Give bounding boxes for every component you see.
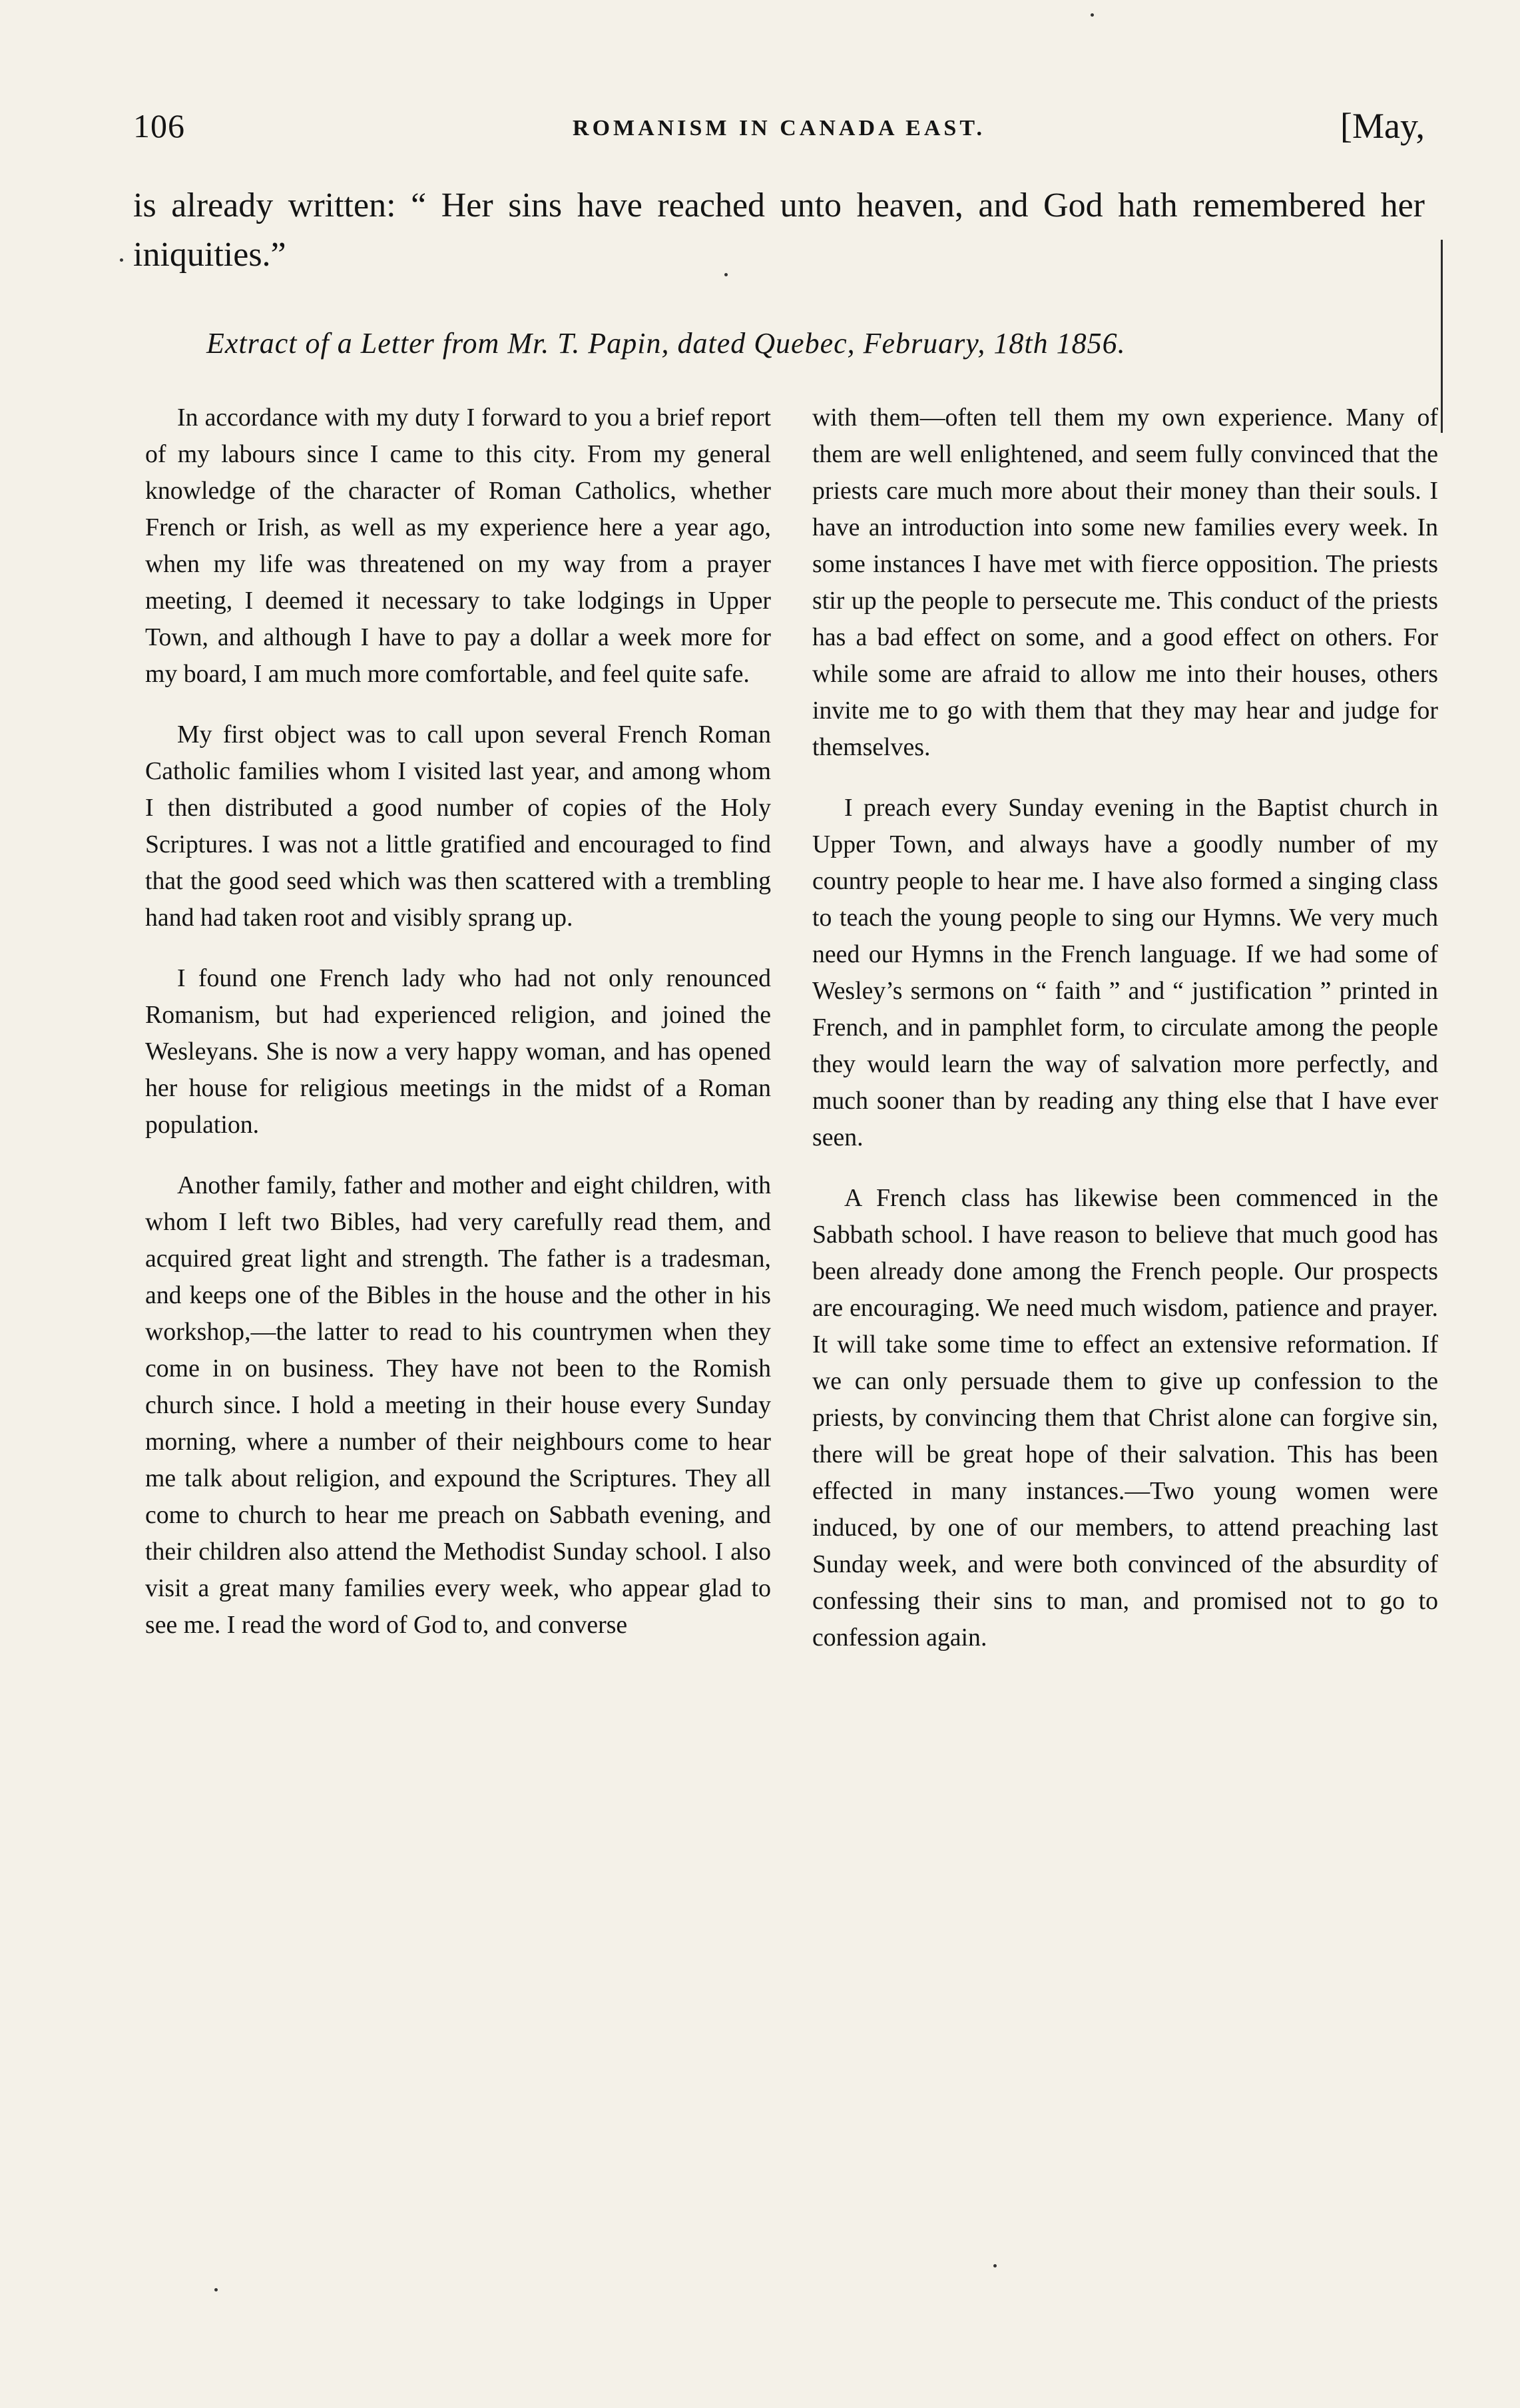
extract-heading: Extract of a Letter from Mr. T. Papin, dated Quebec, February, 18th 1856. bbox=[206, 327, 1126, 360]
page-number: 106 bbox=[133, 107, 185, 145]
running-date: [May, bbox=[1340, 106, 1425, 146]
page-header bbox=[133, 107, 1425, 160]
intro-quotation: is already written: “ Her sins have reached unto heaven, and God hath remembered her iniquities.” bbox=[133, 186, 1425, 274]
print-speck bbox=[214, 2288, 218, 2291]
paragraph: My first object was to call upon several French Roman Catholic families whom I visited last year, and among whom I then distributed a good number of copies of the Holy Scriptures. I was not a little gratified and encouraged to find that the good seed which was then scattered with a trembling hand had taken root and visibly sprang up. bbox=[145, 721, 771, 932]
left-column bbox=[145, 400, 771, 1667]
paragraph: Another family, father and mother and eight children, with whom I left two Bibles, had very carefully read them, and acquired great light and strength. The father is a tradesman, and keeps one of the Bibles in the house and the other in his workshop,—the latter to read to his countrymen when they come in on business. They have not been to the Romish church since. I hold a meeting in their house every Sunday morning, where a number of their neighbours come to hear me talk about religion, and expound the Scriptures. They all come to church to hear me preach on Sabbath evening, and their children also attend the Methodist Sunday school. I also visit a great many families every week, who appear glad to see me. I read the word of God to, and converse bbox=[145, 1171, 771, 1639]
print-speck bbox=[724, 273, 728, 276]
running-title: ROMANISM IN CANADA EAST. bbox=[573, 116, 985, 141]
print-speck bbox=[993, 2264, 997, 2267]
paragraph: I preach every Sunday evening in the Baptist church in Upper Town, and always have a goodly number of my country people to hear me. I have also formed a singing class to teach the young people to sing our Hymns. We very much need our Hymns in the French language. If we had some of Wesley’s sermons on “ faith ” and “ justification ” printed in French, and in pamphlet form, to circulate among the people they would learn the way of salvation more perfectly, and much sooner than by reading any thing else that I have ever seen. bbox=[812, 794, 1438, 1151]
print-speck bbox=[120, 258, 123, 262]
paragraph: In accordance with my duty I forward to you a brief report of my labours since I came to this city. From my general knowledge of the character of Roman Catholics, whether French or Irish, as well as my experience here a year ago, when my life was threatened on my way from a prayer meeting, I deemed it necessary to take lodgings in Upper Town, and although I have to pay a dollar a week more for my board, I am much more comfortable, and feel quite safe. bbox=[145, 404, 771, 688]
right-column bbox=[812, 400, 1438, 1680]
margin-rule bbox=[1441, 240, 1443, 433]
paragraph: with them—often tell them my own experience. Many of them are well enlightened, and seem fully convinced that the priests care much more about their money than their souls. I have an introduction into some new families every week. In some instances I have met with fierce opposition. The priests stir up the people to persecute me. This conduct of the priests has a bad effect on some, and a good effect on others. For while some are afraid to allow me into their houses, others invite me to go with them that they may hear and judge for themselves. bbox=[812, 404, 1438, 761]
paragraph: A French class has likewise been commenced in the Sabbath school. I have reason to believe that much good has been already done among the French people. Our prospects are encouraging. We need much wisdom, patience and prayer. It will take some time to effect an extensive reformation. If we can only persuade them to give up confession to the priests, by convincing them that Christ alone can forgive sin, there will be great hope of their salvation. This has been effected in many instances.—Two young women were induced, by one of our members, to attend preaching last Sunday week, and were both convinced of the absurdity of confessing their sins to man, and promised not to go to confession again. bbox=[812, 1184, 1438, 1652]
print-speck bbox=[1091, 13, 1094, 17]
paragraph: I found one French lady who had not only renounced Romanism, but had experienced religion, and joined the Wesleyans. She is now a very happy woman, and has opened her house for religious meetings in the midst of a Roman population. bbox=[145, 964, 771, 1139]
